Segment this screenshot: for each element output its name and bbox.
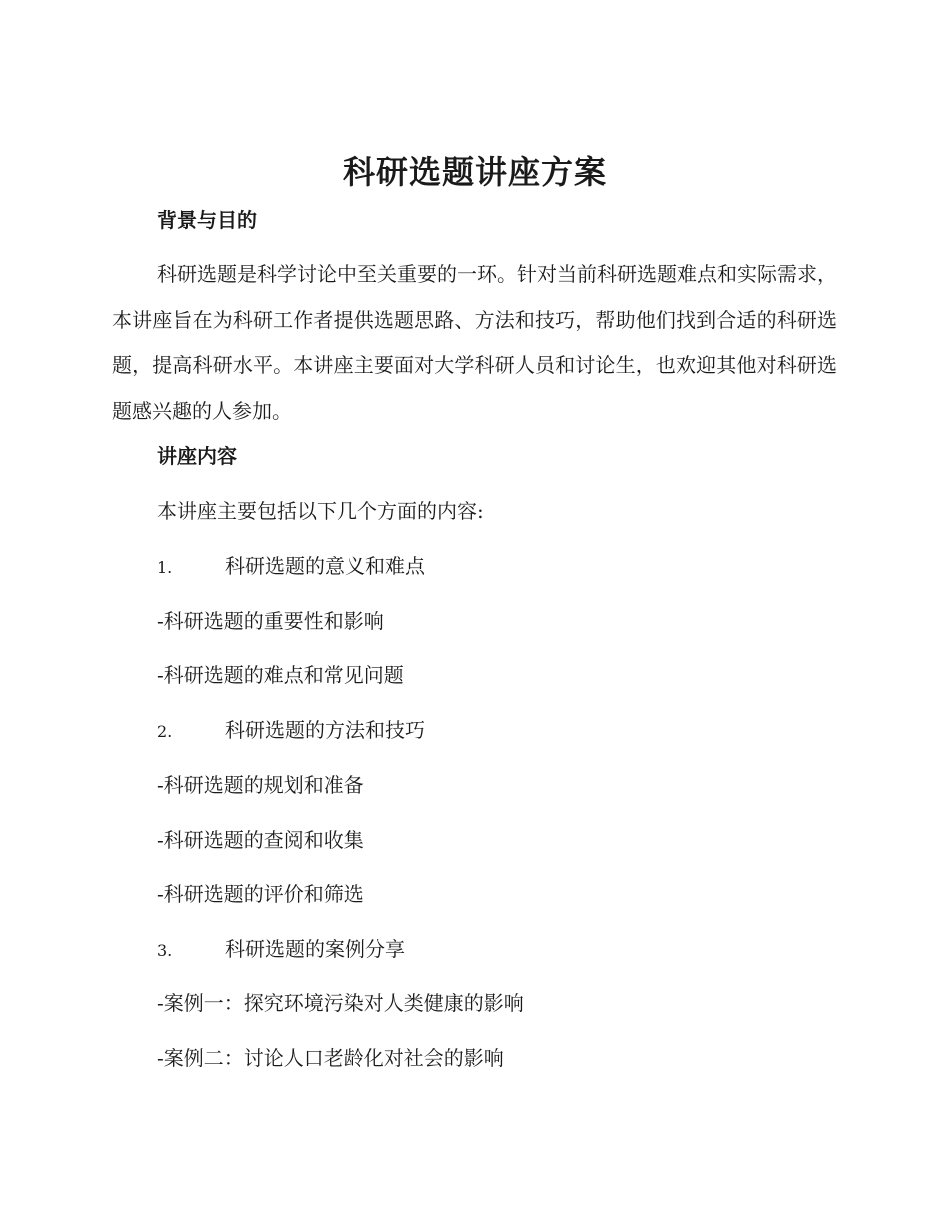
list-number: 2. (157, 722, 173, 741)
list-title: 科研选题的方法和技巧 (225, 718, 425, 742)
list-number: 3. (157, 941, 173, 960)
document-title: 科研选题讲座方案 (342, 153, 607, 191)
sub-item: -科研选题的评价和筛选 (157, 882, 364, 906)
sub-item: -科研选题的重要性和影响 (157, 609, 384, 633)
sub-item: -科研选题的难点和常见问题 (157, 663, 404, 687)
section-heading-background: 背景与目的 (157, 208, 257, 232)
sub-item: -案例二：讨论人口老龄化对社会的影响 (157, 1046, 504, 1070)
list-title: 科研选题的意义和难点 (225, 554, 425, 578)
list-item-2 (157, 716, 425, 746)
list-title: 科研选题的案例分享 (225, 937, 405, 961)
sub-item: -科研选题的规划和准备 (157, 773, 364, 797)
content-intro: 本讲座主要包括以下几个方面的内容: (157, 499, 484, 523)
section-heading-content: 讲座内容 (157, 444, 237, 468)
list-number: 1. (157, 558, 173, 577)
sub-item: -案例一：探究环境污染对人类健康的影响 (157, 991, 524, 1015)
background-paragraph: 科研选题是科学讨论中至关重要的一环。针对当前科研选题难点和实际需求，本讲座旨在为科研工作者提供选题思路、方法和技巧，帮助他们找到合适的科研选题，提高科研水平。本讲座主要面对大学科研人员和讨论生，也欢迎其他对科研选题感兴趣的人参加。 (112, 262, 837, 423)
list-item-1 (157, 552, 425, 582)
sub-item: -科研选题的查阅和收集 (157, 828, 364, 852)
list-item-3 (157, 935, 405, 965)
